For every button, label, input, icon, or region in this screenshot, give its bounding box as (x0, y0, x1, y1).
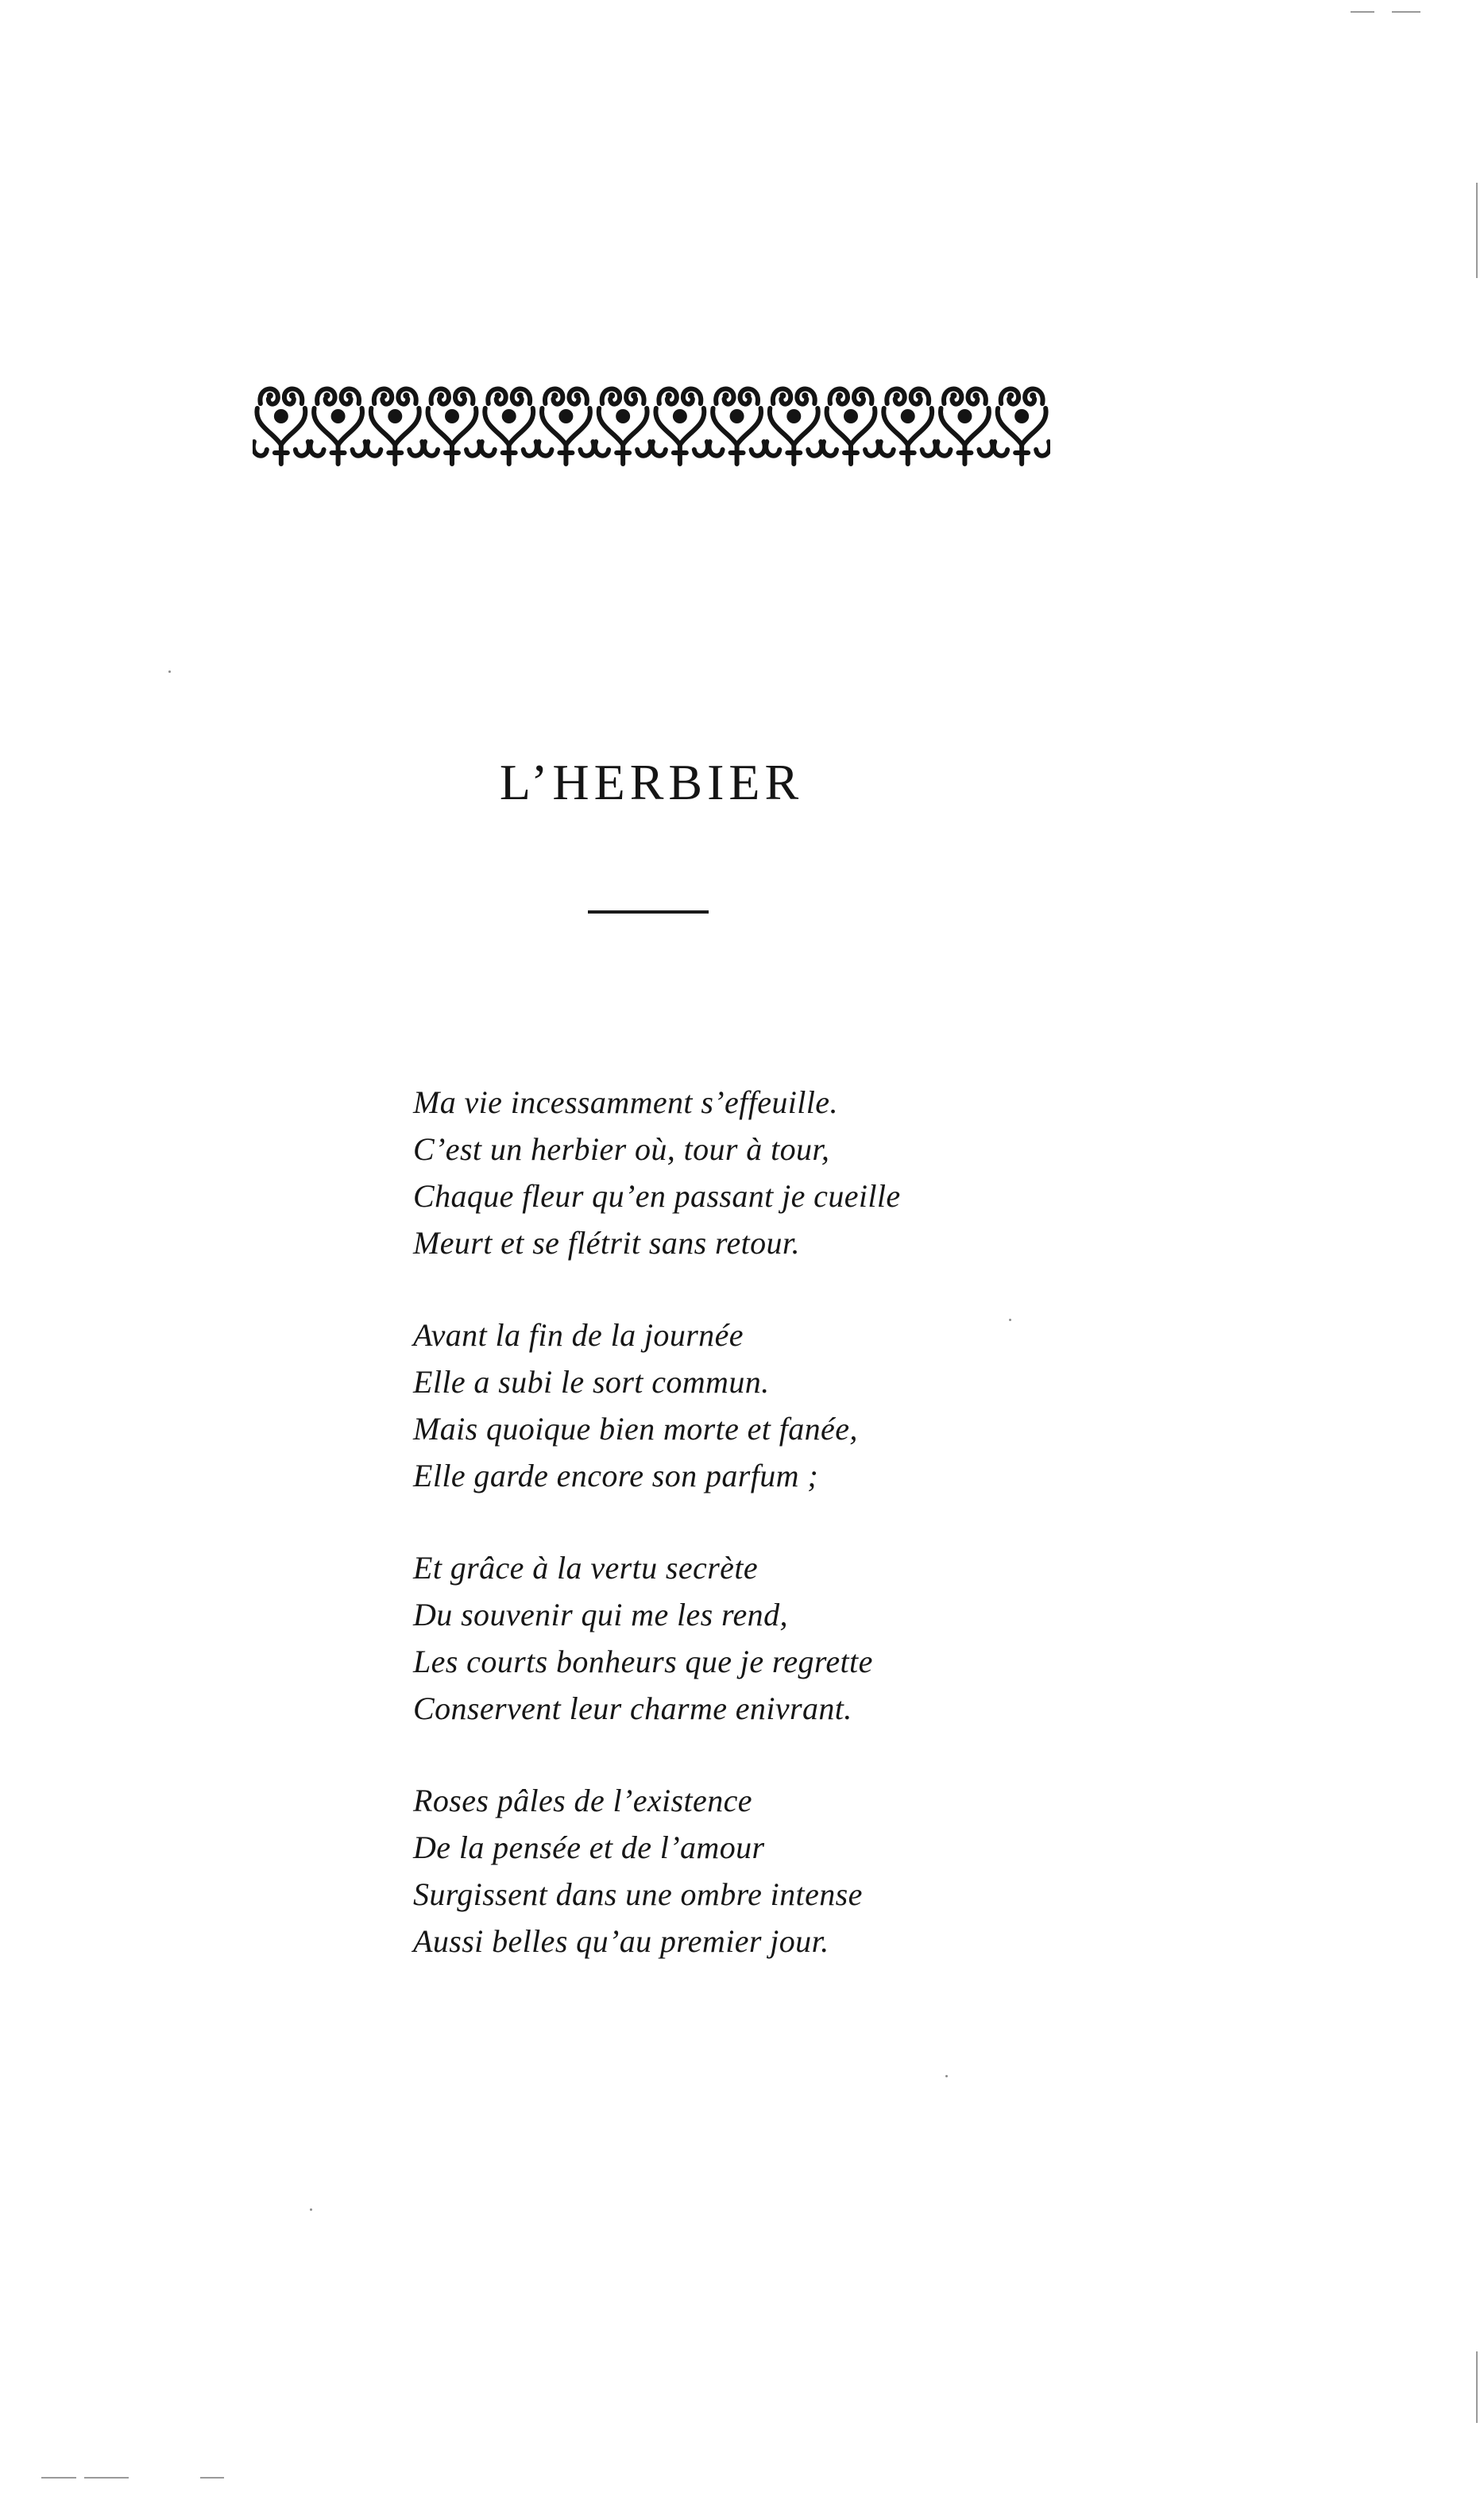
poem-line: Elle garde encore son parfum ; (413, 1458, 819, 1493)
poem-line: Conservent leur charme enivrant. (413, 1690, 852, 1726)
margin-mark (1476, 2351, 1478, 2423)
poem-line: Surgissent dans une ombre intense (413, 1876, 863, 1912)
poem-title: L’HERBIER (499, 754, 804, 810)
paper-speck (168, 670, 171, 673)
fleuron-motif-icon (481, 389, 537, 464)
stanza-3 (413, 1544, 1128, 1732)
fleuron-motif-icon (709, 389, 764, 464)
poem-line: Avant la fin de la journée (413, 1317, 744, 1353)
margin-mark (1476, 183, 1478, 278)
title-divider (588, 910, 709, 914)
fleuron-motif-icon (766, 389, 821, 464)
margin-mark (1351, 11, 1374, 13)
paper-speck (310, 2208, 312, 2211)
fleuron-motif-icon (994, 389, 1049, 464)
poem-line: Mais quoique bien morte et fanée, (413, 1411, 858, 1447)
fleuron-motif-icon (937, 389, 992, 464)
stanza-1 (413, 1079, 1128, 1266)
fleuron-motif-icon (424, 389, 480, 464)
poem-line: C’est un herbier où, tour à tour, (413, 1131, 830, 1167)
poem-line: Ma vie incessamment s’effeuille. (413, 1084, 838, 1120)
fleuron-ornament-icon (253, 380, 1050, 467)
fleuron-motif-icon (652, 389, 708, 464)
fleuron-motif-icon (538, 389, 593, 464)
poem-line: Elle a subi le sort commun. (413, 1364, 770, 1400)
fleuron-motif-icon (880, 389, 936, 464)
paper-speck (1009, 1319, 1011, 1321)
poem-line: Meurt et se flétrit sans retour. (413, 1225, 800, 1261)
stanza-2 (413, 1312, 1128, 1499)
paper-speck (945, 2075, 948, 2077)
poem-body (413, 1079, 1128, 2010)
poem-line: Du souvenir qui me les rend, (413, 1597, 788, 1632)
margin-mark (84, 2477, 129, 2479)
margin-mark (200, 2477, 224, 2479)
poem-line: Les courts bonheurs que je regrette (413, 1644, 873, 1679)
poem-line: Chaque fleur qu’en passant je cueille (413, 1178, 901, 1214)
stanza-4 (413, 1777, 1128, 1965)
margin-mark (41, 2477, 76, 2479)
fleuron-motif-icon (595, 389, 651, 464)
poem-line: Et grâce à la vertu secrète (413, 1550, 758, 1586)
fleuron-motif-icon (310, 389, 365, 464)
fleuron-motif-icon (823, 389, 879, 464)
fleuron-motif-icon (253, 389, 309, 464)
poem-line: Roses pâles de l’existence (413, 1783, 752, 1818)
poem-line: De la pensée et de l’amour (413, 1829, 765, 1865)
poem-line: Aussi belles qu’au premier jour. (413, 1923, 829, 1959)
margin-mark (1392, 11, 1420, 13)
fleuron-motif-icon (367, 389, 423, 464)
